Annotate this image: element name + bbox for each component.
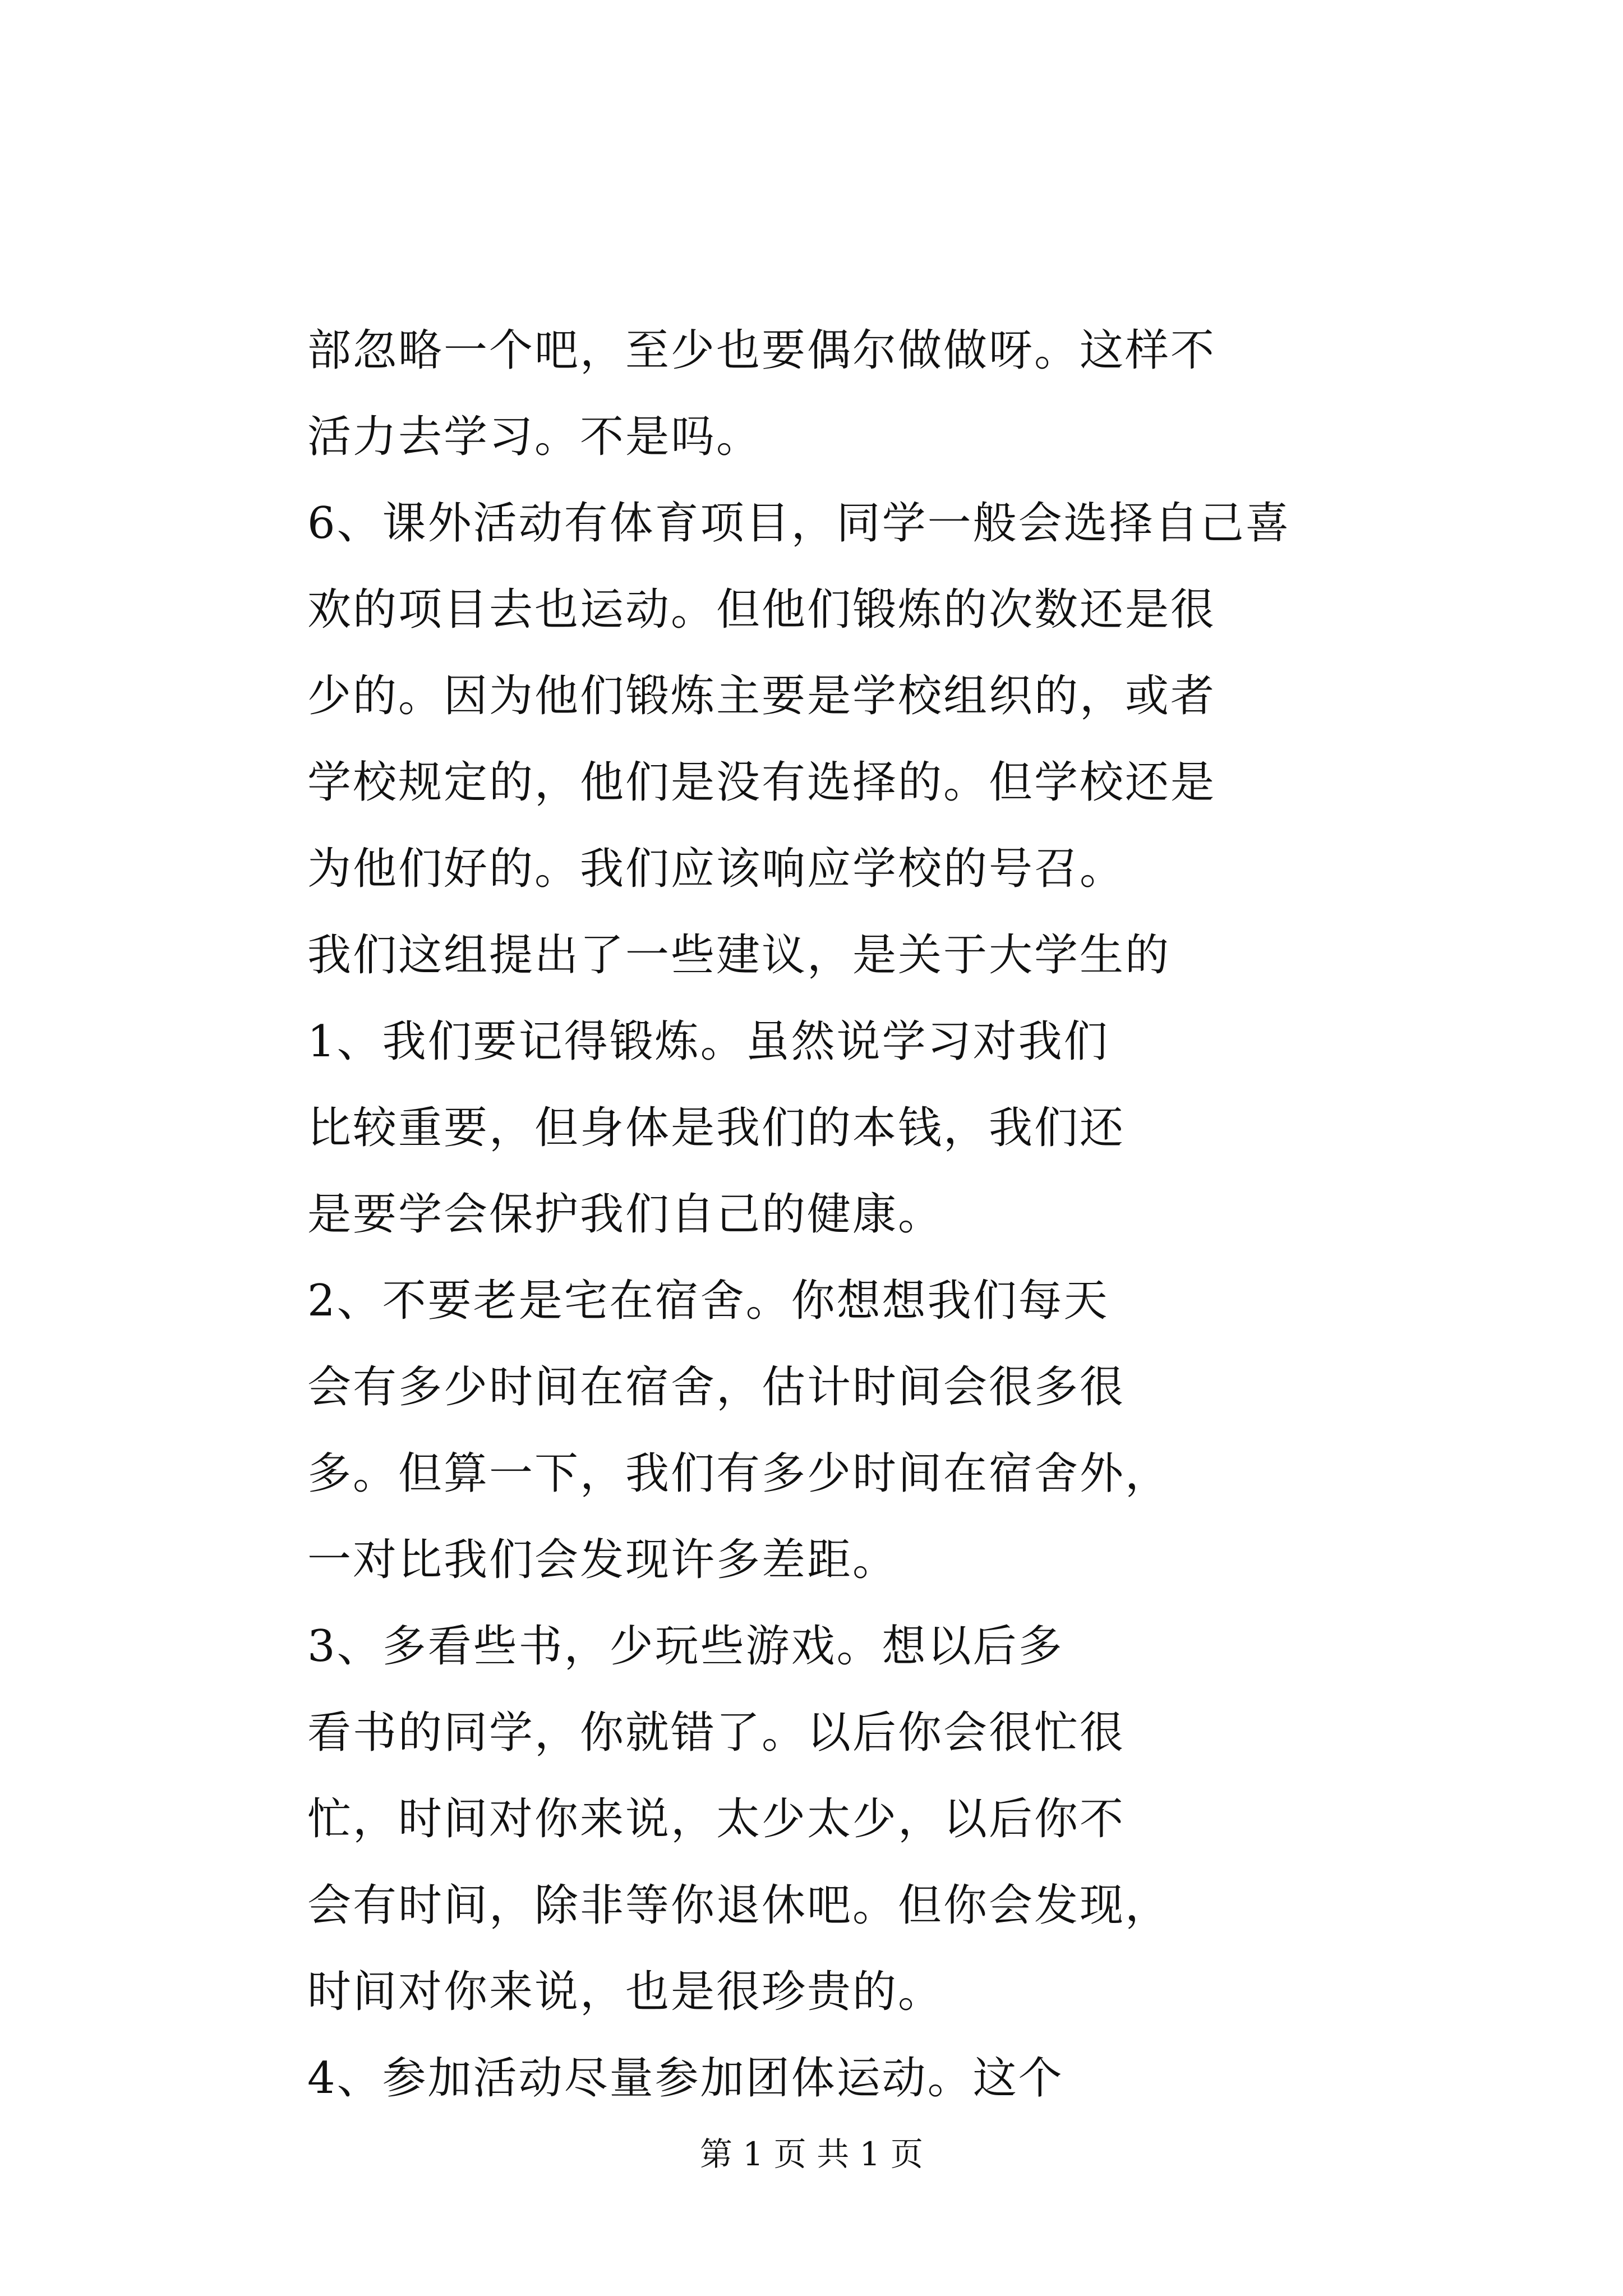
text-line: 忙，时间对你来说，太少太少，以后你不	[307, 1794, 1126, 1844]
text-line: 部忽略一个吧，至少也要偶尔做做呀。这样不	[307, 325, 1216, 376]
page-footer: 第 1 页 共 1 页	[700, 2135, 923, 2173]
text-line: 活力去学习。不是吗。	[307, 412, 762, 462]
text-line: 学校规定的，他们是没有选择的。但学校还是	[307, 757, 1216, 808]
text-line: 会有多少时间在宿舍，估计时间会很多很	[307, 1362, 1126, 1412]
text-line: 一对比我们会发现许多差距。	[307, 1535, 898, 1585]
text-line: 1、我们要记得锻炼。虽然说学习对我们	[307, 1016, 1109, 1067]
text-line: 看书的同学，你就错了。以后你会很忙很	[307, 1708, 1126, 1758]
text-line: 比较重要，但身体是我们的本钱，我们还	[307, 1103, 1126, 1153]
text-line: 会有时间，除非等你退休吧。但你会发现，	[307, 1880, 1171, 1931]
text-line: 6、课外活动有体育项目，同学一般会选择自己喜	[307, 498, 1291, 549]
text-line: 欢的项目去也运动。但他们锻炼的次数还是很	[307, 585, 1216, 635]
text-line: 我们这组提出了一些建议，是关于大学生的	[307, 930, 1171, 981]
text-line: 少的。因为他们锻炼主要是学校组织的，或者	[307, 671, 1216, 721]
text-line: 3、多看些书，少玩些游戏。想以后多	[307, 1621, 1064, 1672]
text-line: 是要学会保护我们自己的健康。	[307, 1189, 944, 1240]
text-line: 为他们好的。我们应该响应学校的号召。	[307, 844, 1126, 894]
document-body	[307, 307, 1541, 2122]
text-line: 多。但算一下，我们有多少时间在宿舍外，	[307, 1448, 1171, 1499]
text-line: 4、参加活动尽量参加团体运动。这个	[307, 2053, 1064, 2104]
text-line: 2、不要老是宅在宿舍。你想想我们每天	[307, 1276, 1109, 1326]
text-line: 时间对你来说，也是很珍贵的。	[307, 1967, 944, 2017]
